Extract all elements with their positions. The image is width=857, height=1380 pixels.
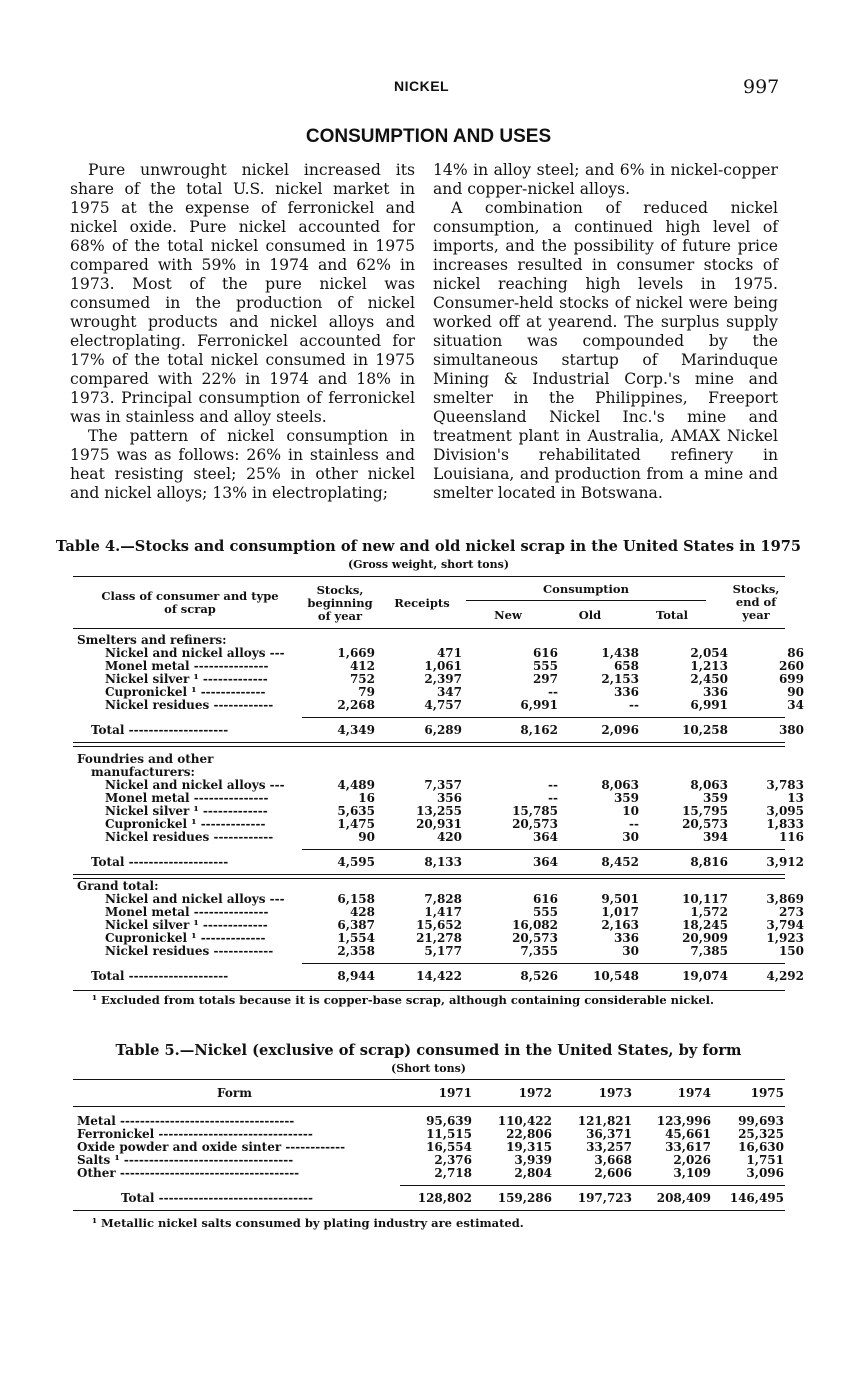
cell-value: 3,869 (766, 892, 804, 906)
row-label: Cupronickel ¹ ------------- (105, 817, 266, 831)
table5-top-rule (73, 1079, 785, 1080)
cell-value: 33,257 (586, 1140, 632, 1154)
column-header-year: 1971 (438, 1086, 472, 1100)
cell-value: 4,292 (766, 969, 804, 983)
cell-value: 3,912 (766, 855, 804, 869)
cell-value: 4,757 (424, 698, 462, 712)
cell-value: 1,572 (690, 905, 728, 919)
cell-value: 86 (787, 646, 804, 660)
cell-value: 2,026 (673, 1153, 711, 1167)
cell-value: 21,278 (416, 931, 462, 945)
cell-value: 99,693 (738, 1114, 784, 1128)
table4-header-class: Class of consumer and type of scrap (101, 589, 279, 616)
column-header-year: 1972 (518, 1086, 552, 1100)
row-label: Nickel silver ¹ ------------- (105, 918, 268, 932)
table-total-row (77, 969, 804, 983)
cell-value: 90 (358, 830, 375, 844)
paragraph: 14% in alloy steel; and 6% in nickel-copper and copper-nickel alloys. (433, 161, 778, 198)
cell-value: 7,357 (424, 778, 462, 792)
cell-value: 16,630 (738, 1140, 784, 1154)
table4-header-stocks-end: Stocks, end of year (732, 582, 780, 622)
row-label: Total -------------------- (91, 969, 229, 983)
cell-value: 15,785 (512, 804, 558, 818)
cell-value: 6,289 (424, 723, 462, 737)
cell-value: 3,939 (514, 1153, 552, 1167)
cell-value: 273 (778, 905, 804, 919)
cell-value: 359 (613, 791, 639, 805)
cell-value: 150 (778, 944, 804, 958)
cell-value: 8,133 (424, 855, 462, 869)
table4-header-old: Old (578, 608, 602, 622)
cell-value: -- (629, 698, 639, 712)
table5-header-rule (73, 1106, 785, 1107)
group-label-text: Smelters and refiners: (77, 633, 227, 647)
cell-value: 4,595 (337, 855, 375, 869)
cell-value: -- (548, 685, 558, 699)
row-label: Nickel residues ------------ (105, 698, 274, 712)
cell-value: 20,573 (512, 817, 558, 831)
table5-footnote: ¹ Metallic nickel salts consumed by plating industry are estimated. (92, 1216, 524, 1230)
cell-value: 364 (532, 855, 558, 869)
page-number: 997 (743, 76, 780, 98)
section-title: CONSUMPTION AND USES (305, 126, 552, 147)
cell-value: 4,489 (337, 778, 375, 792)
cell-value: 471 (436, 646, 462, 660)
cell-value: 1,017 (601, 905, 639, 919)
cell-value: 3,109 (673, 1166, 711, 1180)
cell-value: -- (548, 791, 558, 805)
cell-value: 123,996 (656, 1114, 711, 1128)
cell-value: 1,833 (766, 817, 804, 831)
cell-value: 2,268 (337, 698, 375, 712)
table4-top-rule (73, 576, 785, 577)
cell-value: 9,501 (601, 892, 639, 906)
cell-value: 1,061 (424, 659, 462, 673)
group-label-text: Grand total: (77, 879, 159, 893)
cell-value: 7,828 (424, 892, 462, 906)
cell-value: 10,117 (682, 892, 728, 906)
cell-value: 18,245 (682, 918, 728, 932)
cell-value: 19,315 (506, 1140, 552, 1154)
table5-subtitle: (Short tons) (390, 1062, 466, 1075)
cell-value: 1,554 (337, 931, 375, 945)
row-label: Metal ----------------------------------- (77, 1114, 295, 1128)
cell-value: 1,669 (337, 646, 375, 660)
table4-bottom-rule (73, 990, 785, 991)
cell-value: 20,909 (682, 931, 728, 945)
cell-value: 2,358 (337, 944, 375, 958)
table-header-row (77, 1087, 787, 1100)
cell-value: 8,063 (601, 778, 639, 792)
cell-value: 8,063 (690, 778, 728, 792)
cell-value: 90 (787, 685, 804, 699)
cell-value: 13,255 (416, 804, 462, 818)
cell-value: 110,422 (497, 1114, 552, 1128)
cell-value: 1,417 (424, 905, 462, 919)
cell-value: 412 (349, 659, 375, 673)
cell-value: 347 (436, 685, 462, 699)
table5-bottom-rule (73, 1210, 785, 1211)
cell-value: 420 (436, 830, 462, 844)
cell-value: 336 (613, 685, 639, 699)
cell-value: 10,548 (593, 969, 639, 983)
cell-value: 79 (358, 685, 375, 699)
cell-value: 1,475 (337, 817, 375, 831)
row-label: Total -------------------- (91, 723, 229, 737)
cell-value: 616 (532, 646, 558, 660)
cell-value: 356 (436, 791, 462, 805)
cell-value: 3,095 (766, 804, 804, 818)
left-text-column (70, 161, 415, 503)
row-label: Other ------------------------------------ (77, 1166, 300, 1180)
cell-value: 6,158 (337, 892, 375, 906)
cell-value: 2,163 (601, 918, 639, 932)
cell-value: 34 (787, 698, 804, 712)
cell-value: 95,639 (426, 1114, 472, 1128)
cell-value: 22,806 (506, 1127, 552, 1141)
table4-title: Table 4.—Stocks and consumption of new and old nickel scrap in the United States in 1975 (55, 538, 802, 555)
cell-value: 16,554 (426, 1140, 472, 1154)
cell-value: 30 (622, 944, 639, 958)
cell-value: 428 (349, 905, 375, 919)
cell-value: 10,258 (682, 723, 728, 737)
table-total-row (77, 855, 804, 869)
cell-value: 7,385 (690, 944, 728, 958)
cell-value: 3,783 (766, 778, 804, 792)
cell-value: 8,452 (601, 855, 639, 869)
cell-value: 6,387 (337, 918, 375, 932)
cell-value: 116 (778, 830, 804, 844)
cell-value: 45,661 (665, 1127, 711, 1141)
cell-value: 16,082 (512, 918, 558, 932)
table-total-row (77, 1192, 787, 1205)
cell-value: 3,794 (766, 918, 804, 932)
row-label: Nickel silver ¹ ------------- (105, 672, 268, 686)
cell-value: 2,376 (434, 1153, 472, 1167)
subtotal-rule (302, 849, 785, 850)
cell-value: 16 (358, 791, 375, 805)
running-head: NICKEL (394, 78, 450, 94)
cell-value: 2,153 (601, 672, 639, 686)
row-label: Total -------------------- (91, 855, 229, 869)
cell-value: 11,515 (426, 1127, 472, 1141)
cell-value: 19,074 (682, 969, 728, 983)
table4-header-total: Total (655, 608, 689, 622)
cell-value: 1,213 (690, 659, 728, 673)
cell-value: 197,723 (577, 1191, 632, 1205)
cell-value: 297 (532, 672, 558, 686)
right-text-column (433, 161, 778, 503)
cell-value: 8,816 (690, 855, 728, 869)
table4-header-new: New (494, 608, 522, 622)
column-header-year: 1974 (677, 1086, 711, 1100)
cell-value: 121,821 (577, 1114, 632, 1128)
row-label: Monel metal --------------- (105, 905, 269, 919)
table-row (77, 944, 804, 958)
table4-footnote: ¹ Excluded from totals because it is copper-base scrap, although containing considerable nickel. (92, 993, 715, 1007)
paragraph: The pattern of nickel consumption in 1975 was as follows: 26% in stainless and heat resisting steel; 25% in other nickel and nickel alloys; 13% in electroplating; (70, 427, 415, 502)
row-label: Nickel and nickel alloys --- (105, 646, 285, 660)
cell-value: 33,617 (665, 1140, 711, 1154)
table4-subtitle: (Gross weight, short tons) (347, 558, 510, 571)
row-label: Oxide powder and oxide sinter ------------ (77, 1140, 346, 1154)
column-header-year: 1975 (750, 1086, 784, 1100)
subtotal-rule (400, 1185, 785, 1186)
cell-value: 8,162 (520, 723, 558, 737)
cell-value: 364 (532, 830, 558, 844)
table-row (77, 1167, 787, 1180)
cell-value: 128,802 (417, 1191, 472, 1205)
table4-consumption-rule (466, 600, 706, 601)
row-label: Monel metal --------------- (105, 659, 269, 673)
cell-value: 20,573 (512, 931, 558, 945)
cell-value: 2,718 (434, 1166, 472, 1180)
cell-value: 20,931 (416, 817, 462, 831)
row-label: Nickel residues ------------ (105, 944, 274, 958)
cell-value: 2,054 (690, 646, 728, 660)
cell-value: -- (629, 817, 639, 831)
cell-value: 146,495 (729, 1191, 784, 1205)
cell-value: 4,349 (337, 723, 375, 737)
cell-value: 555 (532, 905, 558, 919)
cell-value: -- (548, 778, 558, 792)
cell-value: 6,991 (520, 698, 558, 712)
cell-value: 752 (349, 672, 375, 686)
cell-value: 1,751 (746, 1153, 784, 1167)
cell-value: 336 (702, 685, 728, 699)
cell-value: 15,652 (416, 918, 462, 932)
row-label: Total ------------------------------- (121, 1191, 314, 1205)
cell-value: 2,804 (514, 1166, 552, 1180)
paragraph: Pure unwrought nickel increased its share of the total U.S. nickel market in 1975 at the expense of ferronickel and nickel oxide. Pure nickel accounted for 68% of the total nickel consumed in 1975 compared with 59% in 1974 and 62% in 1973. Most of the pure nickel was consumed in the production of nickel wrought products and nickel alloys and electroplating. Ferronickel accounted for 17% of the total nickel consumed in 1975 compared with 22% in 1974 and 18% in 1973. Principal consumption of ferronickel was in stainless and alloy steels. (70, 161, 415, 426)
cell-value: 208,409 (656, 1191, 711, 1205)
row-label: Monel metal --------------- (105, 791, 269, 805)
row-label: Nickel and nickel alloys --- (105, 892, 285, 906)
cell-value: 658 (613, 659, 639, 673)
cell-value: 13 (787, 791, 804, 805)
cell-value: 20,573 (682, 817, 728, 831)
subtotal-rule (302, 717, 785, 718)
cell-value: 159,286 (497, 1191, 552, 1205)
cell-value: 5,177 (424, 944, 462, 958)
cell-value: 8,944 (337, 969, 375, 983)
cell-value: 555 (532, 659, 558, 673)
row-label: Nickel residues ------------ (105, 830, 274, 844)
cell-value: 10 (622, 804, 639, 818)
cell-value: 2,606 (594, 1166, 632, 1180)
table4-header-stocks-begin: Stocks, beginning of year (307, 583, 373, 623)
cell-value: 25,325 (738, 1127, 784, 1141)
row-label: Nickel silver ¹ ------------- (105, 804, 268, 818)
cell-value: 1,438 (601, 646, 639, 660)
column-header-year: 1973 (598, 1086, 632, 1100)
cell-value: 380 (778, 723, 804, 737)
cell-value: 8,526 (520, 969, 558, 983)
table4-header-rule (73, 628, 785, 629)
cell-value: 394 (702, 830, 728, 844)
row-label: Salts ¹ ---------------------------------- (77, 1153, 294, 1167)
table-row (77, 698, 804, 712)
group-separator-rule (73, 874, 785, 879)
table-total-row (77, 723, 804, 737)
group-separator-rule (73, 742, 785, 747)
table5-title: Table 5.—Nickel (exclusive of scrap) consumed in the United States, by form (115, 1042, 742, 1059)
cell-value: 2,096 (601, 723, 639, 737)
cell-value: 36,371 (586, 1127, 632, 1141)
cell-value: 260 (778, 659, 804, 673)
cell-value: 359 (702, 791, 728, 805)
cell-value: 15,795 (682, 804, 728, 818)
cell-value: 6,991 (690, 698, 728, 712)
table-row (77, 830, 804, 844)
cell-value: 616 (532, 892, 558, 906)
cell-value: 5,635 (337, 804, 375, 818)
column-header-form: Form (217, 1086, 252, 1100)
cell-value: 14,422 (416, 969, 462, 983)
row-label: Nickel and nickel alloys --- (105, 778, 285, 792)
row-label: Cupronickel ¹ ------------- (105, 931, 266, 945)
row-label: Cupronickel ¹ ------------- (105, 685, 266, 699)
cell-value: 2,397 (424, 672, 462, 686)
cell-value: 3,668 (594, 1153, 632, 1167)
cell-value: 336 (613, 931, 639, 945)
group-label-text: Foundries and other (77, 752, 214, 766)
cell-value: 7,355 (520, 944, 558, 958)
table4-header-receipts: Receipts (394, 596, 450, 610)
cell-value: 1,923 (766, 931, 804, 945)
row-label: Ferronickel ------------------------------- (77, 1127, 313, 1141)
cell-value: 699 (778, 672, 804, 686)
group-label-text: manufacturers: (91, 765, 195, 779)
subtotal-rule (302, 963, 785, 964)
cell-value: 3,096 (746, 1166, 784, 1180)
table4-header-consumption: Consumption (543, 582, 629, 596)
paragraph: A combination of reduced nickel consumption, a continued high level of imports, and the possibility of future price increases resulted in consumer stocks of nickel reaching high levels in 1975. Consumer-held stocks of nickel were being worked off at yearend. The surplus supply situation was compounded by the simultaneous startup of Marinduque Mining & Industrial Corp.'s mine and smelter in the Philippines, Freeport Queensland Nickel Inc.'s mine and treatment plant in Australia, AMAX Nickel Division's rehabilitated refinery in Louisiana, and production from a mine and smelter located in Botswana. (433, 199, 778, 502)
cell-value: 30 (622, 830, 639, 844)
cell-value: 2,450 (690, 672, 728, 686)
